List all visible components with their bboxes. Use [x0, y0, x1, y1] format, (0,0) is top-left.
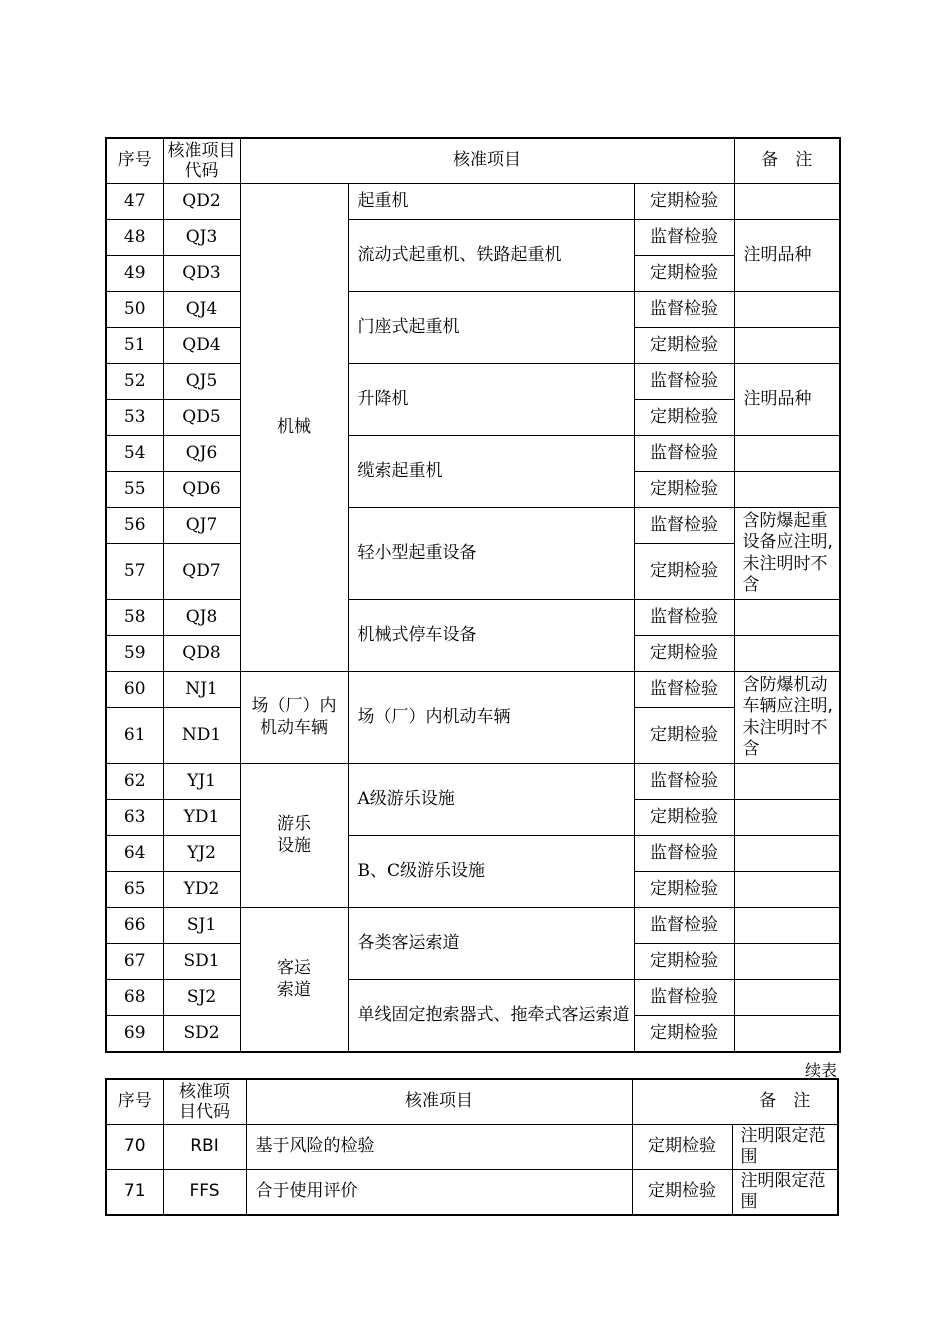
remark-cell	[734, 636, 840, 672]
row-seq: 47	[106, 184, 163, 220]
row-code: SD1	[163, 944, 240, 980]
row-seq: 67	[106, 944, 163, 980]
row-code: QD5	[163, 400, 240, 436]
row-seq: 55	[106, 472, 163, 508]
remark-cell	[734, 436, 840, 472]
item-crane: 起重机	[348, 184, 634, 220]
remark-cell	[734, 472, 840, 508]
inspection-type: 监督检验	[634, 672, 734, 708]
row-seq: 63	[106, 800, 163, 836]
remark-cell	[734, 292, 840, 328]
row-code: ND1	[163, 708, 240, 764]
header-item: 核准项目	[246, 1079, 632, 1125]
remark-cell	[734, 764, 840, 800]
inspection-type: 定期检验	[634, 872, 734, 908]
inspection-type: 定期检验	[634, 708, 734, 764]
row-code: QJ5	[163, 364, 240, 400]
row-seq: 61	[106, 708, 163, 764]
row-seq: 59	[106, 636, 163, 672]
header-remark: 备 注	[632, 1079, 838, 1125]
inspection-type: 监督检验	[634, 220, 734, 256]
row-code: QJ8	[163, 600, 240, 636]
inspection-type: 监督检验	[634, 908, 734, 944]
approval-table-1	[105, 137, 841, 1053]
row-code: QD2	[163, 184, 240, 220]
inspection-type: 监督检验	[634, 836, 734, 872]
remark-cell: 注明品种	[734, 364, 840, 436]
remark-cell	[734, 184, 840, 220]
header-remark: 备 注	[734, 138, 840, 184]
header-item: 核准项目	[240, 138, 734, 184]
remark-cell	[734, 328, 840, 364]
remark-cell	[734, 1016, 840, 1053]
remark-cell: 注明限定范围	[732, 1125, 838, 1170]
row-code: YD1	[163, 800, 240, 836]
row-seq: 54	[106, 436, 163, 472]
inspection-type: 监督检验	[634, 508, 734, 544]
header-code: 核准项目代码	[163, 138, 240, 184]
remark-cell: 注明品种	[734, 220, 840, 292]
inspection-type: 定期检验	[634, 328, 734, 364]
item-portal-crane: 门座式起重机	[348, 292, 634, 364]
inspection-type: 定期检验	[634, 1016, 734, 1053]
continued-label: 续表	[805, 1061, 838, 1080]
inspection-type: 监督检验	[634, 364, 734, 400]
inspection-type: 定期检验	[634, 256, 734, 292]
row-seq: 48	[106, 220, 163, 256]
category-amusement: 游乐设施	[240, 764, 348, 908]
row-code: QJ4	[163, 292, 240, 328]
item-parking: 机械式停车设备	[348, 600, 634, 672]
remark-cell	[734, 600, 840, 636]
remark-cell: 注明限定范围	[732, 1170, 838, 1216]
category-machinery: 机械	[240, 184, 348, 672]
item-ropeway-single: 单线固定抱索器式、拖牵式客运索道	[348, 980, 634, 1053]
remark-cell	[734, 872, 840, 908]
remark-cell	[734, 980, 840, 1016]
inspection-type: 定期检验	[632, 1170, 732, 1216]
item-light-lifting: 轻小型起重设备	[348, 508, 634, 600]
item-cable-crane: 缆索起重机	[348, 436, 634, 508]
row-code: QD3	[163, 256, 240, 292]
row-code: QD7	[163, 544, 240, 600]
inspection-type: 监督检验	[634, 764, 734, 800]
item-vehicle: 场（厂）内机动车辆	[348, 672, 634, 764]
item-amusement-a: A级游乐设施	[348, 764, 634, 836]
header-code: 核准项目代码	[163, 1079, 246, 1125]
row-seq: 53	[106, 400, 163, 436]
row-code: RBI	[163, 1125, 246, 1170]
remark-cell	[734, 908, 840, 944]
inspection-type: 定期检验	[632, 1125, 732, 1170]
inspection-type: 监督检验	[634, 436, 734, 472]
header-seq: 序号	[106, 138, 163, 184]
row-code: YJ2	[163, 836, 240, 872]
row-code: QJ7	[163, 508, 240, 544]
inspection-type: 定期检验	[634, 800, 734, 836]
item-ropeway-all: 各类客运索道	[348, 908, 634, 980]
row-seq: 65	[106, 872, 163, 908]
row-code: QD4	[163, 328, 240, 364]
inspection-type: 定期检验	[634, 472, 734, 508]
row-seq: 50	[106, 292, 163, 328]
row-seq: 62	[106, 764, 163, 800]
row-seq: 57	[106, 544, 163, 600]
category-vehicle: 场（厂）内机动车辆	[240, 672, 348, 764]
inspection-type: 定期检验	[634, 400, 734, 436]
row-code: YJ1	[163, 764, 240, 800]
row-seq: 51	[106, 328, 163, 364]
remark-cell	[734, 800, 840, 836]
row-seq: 68	[106, 980, 163, 1016]
row-seq: 70	[106, 1125, 163, 1170]
row-seq: 56	[106, 508, 163, 544]
inspection-type: 监督检验	[634, 600, 734, 636]
row-item: 基于风险的检验	[246, 1125, 632, 1170]
row-seq: 60	[106, 672, 163, 708]
row-code: QD6	[163, 472, 240, 508]
row-code: YD2	[163, 872, 240, 908]
row-seq: 71	[106, 1170, 163, 1216]
item-lift: 升降机	[348, 364, 634, 436]
row-code: QJ3	[163, 220, 240, 256]
item-amusement-bc: B、C级游乐设施	[348, 836, 634, 908]
category-ropeway: 客运索道	[240, 908, 348, 1053]
row-seq: 64	[106, 836, 163, 872]
row-code: QJ6	[163, 436, 240, 472]
row-code: SD2	[163, 1016, 240, 1053]
row-code: SJ2	[163, 980, 240, 1016]
remark-cell	[734, 836, 840, 872]
row-code: QD8	[163, 636, 240, 672]
item-mobile-crane: 流动式起重机、铁路起重机	[348, 220, 634, 292]
row-seq: 69	[106, 1016, 163, 1053]
inspection-type: 定期检验	[634, 944, 734, 980]
approval-table-2	[105, 1078, 839, 1216]
inspection-type: 监督检验	[634, 292, 734, 328]
header-seq: 序号	[106, 1079, 163, 1125]
inspection-type: 定期检验	[634, 184, 734, 220]
inspection-type: 定期检验	[634, 636, 734, 672]
row-item: 合于使用评价	[246, 1170, 632, 1216]
row-seq: 66	[106, 908, 163, 944]
row-code: NJ1	[163, 672, 240, 708]
row-seq: 49	[106, 256, 163, 292]
row-seq: 52	[106, 364, 163, 400]
remark-cell	[734, 944, 840, 980]
row-code: SJ1	[163, 908, 240, 944]
row-code: FFS	[163, 1170, 246, 1216]
inspection-type: 监督检验	[634, 980, 734, 1016]
remark-cell: 含防爆机动车辆应注明,未注明时不含	[734, 672, 840, 764]
row-seq: 58	[106, 600, 163, 636]
inspection-type: 定期检验	[634, 544, 734, 600]
remark-cell: 含防爆起重设备应注明,未注明时不含	[734, 508, 840, 600]
